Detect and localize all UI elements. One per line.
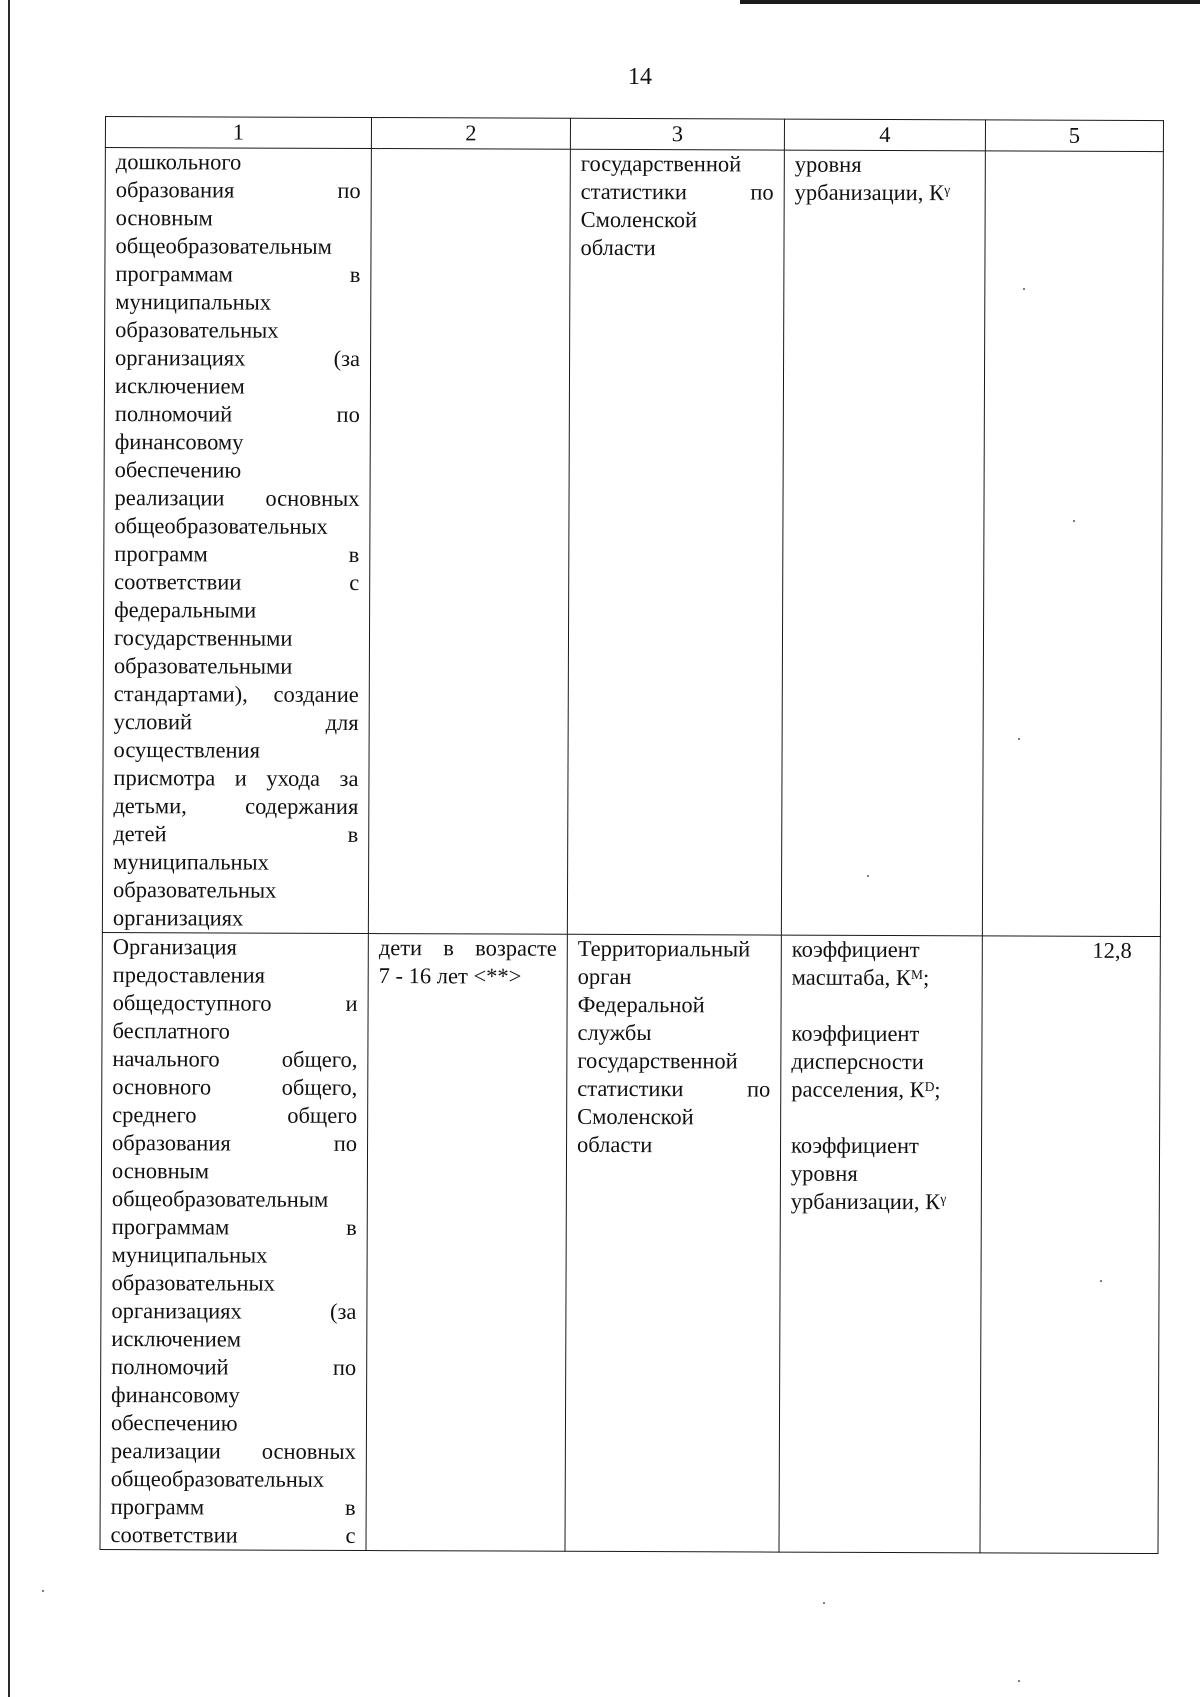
cell-line: реализации основных (114, 485, 360, 511)
cell-line: статистики по (577, 1075, 771, 1102)
cell-line: коэффициент (791, 1132, 919, 1159)
row1-value-cell (982, 151, 1163, 937)
cell-line: программ в (110, 1494, 356, 1520)
scan-speck (1073, 520, 1075, 522)
table-row (100, 932, 1160, 1553)
cell-line: образования по (115, 177, 361, 203)
scan-speck (823, 1602, 825, 1604)
scan-speck (867, 875, 869, 877)
cell-line: общеобразовательным (115, 233, 332, 259)
row2-service-cell (100, 932, 368, 1550)
cell-line: орган (577, 963, 632, 990)
cell-line: дошкольного (115, 149, 242, 175)
cell-line: расселения, Кᴰ; (791, 1076, 941, 1103)
cell-line: Организация (112, 934, 237, 960)
cell-line: Смоленской (580, 206, 698, 233)
cell-line: 7 - 16 лет <**> (378, 963, 522, 989)
cell-line: коэффициент (791, 936, 920, 963)
cell-line: обеспечению (114, 457, 242, 483)
cell-line: Территориальный (577, 935, 751, 962)
table-row (102, 148, 1163, 937)
page-number: 14 (628, 64, 652, 90)
header-row (105, 117, 1163, 152)
header-cell-4: 4 (784, 119, 985, 151)
row2-coefficient-cell (779, 935, 982, 1553)
cell-line: государственными (113, 625, 293, 651)
cell-line: обеспечению (110, 1410, 238, 1436)
cell-line: статистики по (580, 178, 774, 205)
scan-speck (1100, 1280, 1102, 1282)
header-cell-5: 5 (985, 120, 1163, 152)
cell-line: основным (115, 205, 213, 231)
cell-line: соответствии с (110, 1522, 356, 1548)
cell-line: организациях (112, 905, 244, 931)
cell-line: муниципальных (115, 289, 272, 315)
cell-line: урбанизации, Кᵞ (794, 179, 951, 206)
cell-line: присмотра и ухода за (113, 765, 359, 791)
cell-line: стандартами), создание (113, 681, 359, 707)
scan-edge-left (8, 0, 10, 1697)
scan-speck (42, 1590, 44, 1592)
cell-line: общедоступного и (112, 990, 358, 1016)
cell-line: реализации основных (110, 1438, 356, 1464)
scan-speck (1018, 738, 1020, 740)
cell-line: программам в (111, 1214, 357, 1240)
cell-line: соответствии с (114, 569, 360, 595)
row2-source-cell (565, 934, 781, 1552)
cell-line: общеобразовательным (111, 1186, 329, 1212)
cell-line: организациях (за (115, 345, 361, 371)
cell-line: государственной (577, 1047, 738, 1074)
cell-line: государственной (580, 150, 742, 177)
cell-line: полномочий по (114, 401, 360, 427)
cell-line: муниципальных (111, 1242, 268, 1268)
cell-line: полномочий по (111, 1354, 357, 1380)
cell-line: службы (577, 1019, 652, 1046)
cell-line: финансовому (114, 429, 244, 455)
cell-line: урбанизации, Кᵞ (790, 1188, 947, 1215)
cell-line (791, 1104, 971, 1133)
header-cell-3: 3 (570, 118, 784, 150)
scan-speck (1018, 1680, 1020, 1682)
cell-line: исключением (114, 373, 245, 399)
cell-line: общеобразовательных (114, 513, 328, 539)
cell-line: предоставления (112, 962, 266, 988)
cell-line: коэффициент (791, 1020, 920, 1047)
scan-edge-top (740, 0, 1200, 4)
cell-line: основным (111, 1158, 210, 1184)
cell-line: области (577, 1131, 653, 1158)
cell-line: образовательных (115, 317, 279, 343)
cell-line: образовательными (113, 653, 293, 679)
row2-value-cell (980, 936, 1160, 1554)
cell-line: уровня (794, 151, 862, 177)
header-cell-1: 1 (105, 117, 371, 149)
cell-line: осуществления (113, 737, 261, 763)
row1-service-cell (102, 148, 371, 934)
cell-line: финансовому (111, 1382, 240, 1408)
cell-line: организациях (за (111, 1298, 357, 1324)
cell-line: условий для (113, 709, 359, 735)
cell-line: федеральными (114, 597, 257, 623)
row1-coefficient-cell (781, 150, 985, 936)
cell-line: бесплатного (112, 1018, 230, 1044)
cell-line: дети в возрасте (378, 935, 557, 961)
cell-line: программ в (114, 541, 360, 567)
cell-line: начального общего, (112, 1046, 358, 1072)
header-cell-2: 2 (371, 118, 570, 150)
cell-line: Смоленской (577, 1103, 694, 1130)
cell-line (792, 992, 972, 1021)
scan-speck (1023, 288, 1025, 290)
cell-line: образовательных (111, 1270, 275, 1296)
cell-line: среднего общего (112, 1102, 358, 1128)
cell-line: исключением (111, 1326, 242, 1352)
cell-line: образовательных (112, 877, 277, 903)
cell-line: детьми, содержания (113, 793, 359, 819)
value-text: 12,8 (1092, 937, 1132, 963)
data-table (99, 116, 1163, 1554)
cell-line: масштаба, Кᴹ; (791, 964, 930, 991)
cell-line: программам в (115, 261, 361, 287)
cell-line: Федеральной (577, 991, 705, 1018)
cell-line: основного общего, (112, 1074, 358, 1100)
row1-source-cell (567, 149, 784, 935)
cell-line: общеобразовательных (110, 1466, 325, 1492)
row1-population-cell (368, 149, 570, 935)
cell-line: уровня (790, 1160, 858, 1186)
cell-line: детей в (113, 821, 359, 847)
cell-line: муниципальных (113, 849, 269, 875)
cell-line: образования по (112, 1130, 358, 1156)
row2-population-cell (366, 934, 567, 1552)
cell-line: дисперсности (791, 1048, 924, 1075)
cell-line: области (580, 234, 656, 261)
